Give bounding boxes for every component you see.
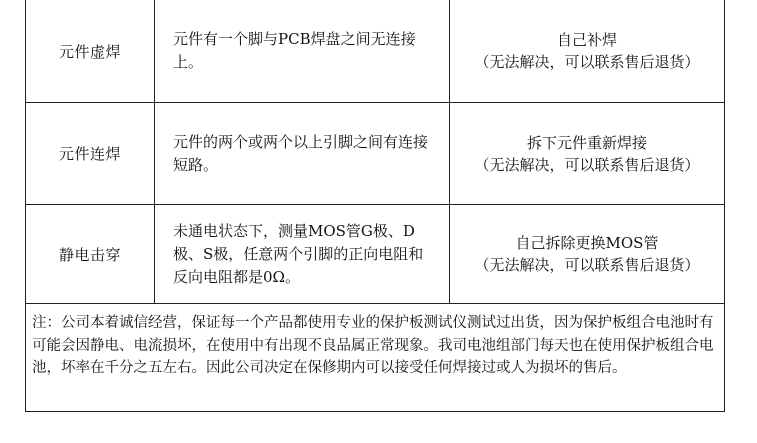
fault-name-cell — [26, 0, 155, 102]
fault-solution-note: （无法解决，可以联系售后退货） — [474, 53, 700, 71]
fault-solution-note: （无法解决，可以联系售后退货） — [474, 155, 700, 174]
fault-description: 元件有一个脚与PCB焊盘之间无连接上。 — [173, 30, 416, 71]
fault-solution-cell — [450, 0, 724, 102]
fault-description-cell — [155, 103, 450, 204]
fault-solution-cell — [450, 103, 724, 204]
fault-solution: 自己补焊 — [556, 31, 617, 49]
fault-name: 静电击穿 — [58, 245, 121, 264]
table-row — [26, 0, 724, 103]
table-row — [26, 205, 724, 304]
fault-solution: 自己拆除更换MOS管 — [515, 234, 659, 252]
fault-name-cell — [26, 205, 155, 303]
table-row — [26, 103, 724, 205]
fault-name: 元件虚焊 — [58, 42, 121, 61]
fault-description-cell — [155, 205, 450, 303]
warranty-note — [26, 304, 724, 411]
fault-table — [25, 0, 725, 412]
fault-description-cell — [155, 0, 450, 102]
fault-description: 元件的两个或两个以上引脚之间有连接短路。 — [173, 132, 429, 174]
fault-name: 元件连焊 — [58, 145, 121, 163]
fault-solution-cell — [450, 205, 724, 303]
fault-name-cell — [26, 103, 155, 204]
fault-description: 未通电状态下，测量MOS管G极、D极、S极，任意两个引脚的正向电阻和反向电阻都是0Ω。 — [173, 221, 424, 286]
fault-solution: 拆下元件重新焊接 — [526, 133, 647, 152]
fault-solution-note: （无法解决，可以联系售后退货） — [474, 256, 700, 274]
warranty-note-text: 注：公司本着诚信经营，保证每一个产品都使用专业的保护板测试仪测试过出货，因为保护板组合电池时有可能会因静电、电流损坏，在使用中有出现不良品属正常现象。我司电池组部门每天也在使用保护板组合电池，坏率在千分之五左右。因此公司决定在保修期内可以接受任何焊接过或人为损坏的售后。 — [32, 315, 714, 376]
